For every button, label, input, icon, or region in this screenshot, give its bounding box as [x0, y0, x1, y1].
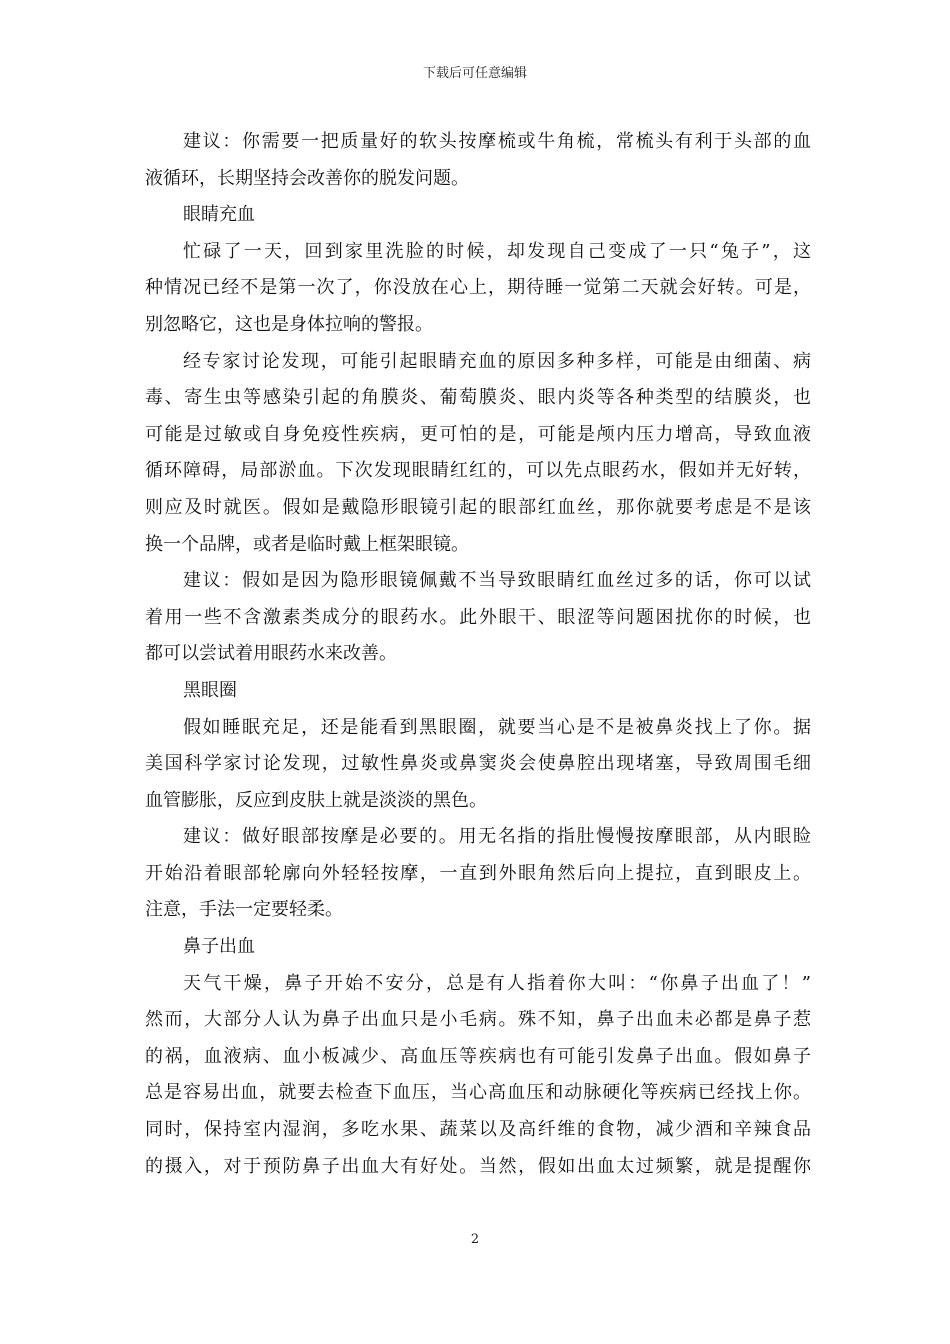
- paragraph-line: 然而，大部分人认为鼻子出血只是小毛病。殊不知，鼻子出血未必都是鼻子惹: [145, 1009, 811, 1031]
- paragraph-line: 美国科学家讨论发现，过敏性鼻炎或鼻窦炎会使鼻腔出现堵塞，导致周围毛细: [145, 753, 811, 775]
- paragraph-line: 同时，保持室内湿润，多吃水果、蔬菜以及高纤维的食物，减少酒和辛辣食品: [145, 1119, 811, 1141]
- paragraph-line: 血管膨胀，反应到皮肤上就是淡淡的黑色。: [145, 789, 487, 811]
- paragraph-line: 别忽略它，这也是身体拉响的警报。: [145, 313, 433, 335]
- paragraph-line: 注意，手法一定要轻柔。: [145, 899, 343, 921]
- document-body: [145, 124, 811, 1185]
- paragraph-line: 假如睡眠充足，还是能看到黑眼圈，就要当心是不是被鼻炎找上了你。据: [183, 716, 811, 738]
- section-heading: 眼睛充血: [183, 204, 255, 226]
- section-heading: 黑眼圈: [183, 679, 237, 701]
- page-header: 下载后可任意编辑: [422, 66, 527, 81]
- paragraph-line: 液循环，长期坚持会改善你的脱发问题。: [145, 167, 469, 189]
- paragraph-line: 则应及时就医。假如是戴隐形眼镜引起的眼部红血丝，那你就要考虑是不是该: [145, 496, 811, 518]
- paragraph-line: 的祸，血液病、血小板减少、高血压等疾病也有可能引发鼻子出血。假如鼻子: [145, 1045, 811, 1067]
- paragraph-line: 毒、寄生虫等感染引起的角膜炎、葡萄膜炎、眼内炎等各种类型的结膜炎，也: [145, 387, 811, 409]
- page-number: 2: [470, 1232, 480, 1247]
- paragraph-line: 循环障碍，局部淤血。下次发现眼睛红红的，可以先点眼药水，假如并无好转，: [145, 460, 811, 482]
- paragraph-line: 的摄入，对于预防鼻子出血大有好处。当然，假如出血太过频繁，就是提醒你: [145, 1155, 811, 1177]
- paragraph-line: 忙碌了一天，回到家里洗脸的时候，却发现自己变成了一只“兔子”，这: [183, 240, 811, 262]
- paragraph-line: 建议：做好眼部按摩是必要的。用无名指的指肚慢慢按摩眼部，从内眼睑: [183, 826, 811, 848]
- paragraph-line: 开始沿着眼部轮廓向外轻轻按摩，一直到外眼角然后向上提拉，直到眼皮上。: [145, 862, 811, 884]
- paragraph-line: 种情况已经不是第一次了，你没放在心上，期待睡一觉第二天就会好转。可是，: [145, 277, 811, 299]
- section-heading: 鼻子出血: [183, 936, 255, 958]
- paragraph-line: 都可以尝试着用眼药水来改善。: [145, 643, 397, 665]
- paragraph-line: 经专家讨论发现，可能引起眼睛充血的原因多种多样，可能是由细菌、病: [183, 350, 811, 372]
- paragraph-line: 建议：你需要一把质量好的软头按摩梳或牛角梳，常梳头有利于头部的血: [183, 131, 811, 152]
- paragraph-line: 天气干燥，鼻子开始不安分，总是有人指着你大叫：“你鼻子出血了！”: [183, 972, 811, 994]
- paragraph-line: 总是容易出血，就要去检查下血压，当心高血压和动脉硬化等疾病已经找上你。: [145, 1082, 811, 1104]
- paragraph-line: 建议：假如是因为隐形眼镜佩戴不当导致眼睛红血丝过多的话，你可以试: [183, 570, 811, 592]
- paragraph-line: 着用一些不含激素类成分的眼药水。此外眼干、眼涩等问题困扰你的时候，也: [145, 606, 811, 628]
- paragraph-line: 换一个品牌，或者是临时戴上框架眼镜。: [145, 533, 469, 555]
- paragraph-line: 可能是过敏或自身免疫性疾病，更可怕的是，可能是颅内压力增高，导致血液: [145, 423, 811, 445]
